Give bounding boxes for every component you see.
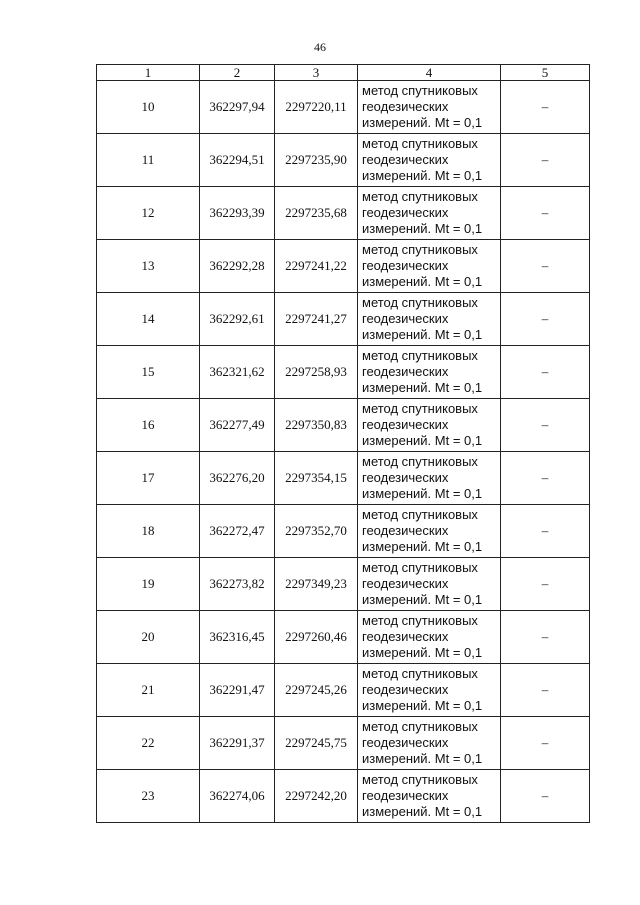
x-coordinate-cell: 362291,37 [200, 717, 275, 770]
x-coordinate-cell: 362297,94 [200, 81, 275, 134]
note-cell: – [501, 611, 590, 664]
method-line: метод спутниковых [362, 295, 478, 310]
method-line: метод спутниковых [362, 772, 478, 787]
column-header: 2 [200, 65, 275, 81]
method-line: геодезических [362, 576, 449, 591]
point-number-cell: 18 [97, 505, 200, 558]
method-cell [358, 717, 501, 770]
method-line: измерений. Mt = 0,1 [362, 751, 483, 766]
x-coordinate-cell: 362321,62 [200, 346, 275, 399]
note-cell: – [501, 134, 590, 187]
table-row [97, 399, 590, 452]
y-coordinate-cell: 2297242,20 [275, 770, 358, 823]
method-cell [358, 664, 501, 717]
method-cell [358, 134, 501, 187]
x-coordinate-cell: 362293,39 [200, 187, 275, 240]
table-row [97, 664, 590, 717]
method-line: геодезических [362, 735, 449, 750]
x-coordinate-cell: 362316,45 [200, 611, 275, 664]
x-coordinate-cell: 362292,28 [200, 240, 275, 293]
column-header: 5 [501, 65, 590, 81]
method-line: геодезических [362, 99, 449, 114]
x-coordinate-cell: 362291,47 [200, 664, 275, 717]
table-row [97, 293, 590, 346]
note-cell: – [501, 399, 590, 452]
method-line: геодезических [362, 523, 449, 538]
method-line: измерений. Mt = 0,1 [362, 221, 483, 236]
table-row [97, 558, 590, 611]
method-cell [358, 293, 501, 346]
method-line: геодезических [362, 417, 449, 432]
method-line: метод спутниковых [362, 454, 478, 469]
point-number-cell: 14 [97, 293, 200, 346]
method-line: геодезических [362, 364, 449, 379]
x-coordinate-cell: 362274,06 [200, 770, 275, 823]
method-line: геодезических [362, 682, 449, 697]
note-cell: – [501, 717, 590, 770]
note-cell: – [501, 452, 590, 505]
y-coordinate-cell: 2297352,70 [275, 505, 358, 558]
point-number-cell: 21 [97, 664, 200, 717]
column-header: 4 [358, 65, 501, 81]
method-line: метод спутниковых [362, 613, 478, 628]
method-cell [358, 346, 501, 399]
method-line: геодезических [362, 629, 449, 644]
point-number-cell: 13 [97, 240, 200, 293]
point-number-cell: 17 [97, 452, 200, 505]
page-number: 46 [314, 40, 326, 54]
point-number-cell: 20 [97, 611, 200, 664]
table-row [97, 770, 590, 823]
note-cell: – [501, 293, 590, 346]
method-line: измерений. Mt = 0,1 [362, 380, 483, 395]
point-number-cell: 16 [97, 399, 200, 452]
table-row [97, 452, 590, 505]
table-row [97, 611, 590, 664]
point-number-cell: 22 [97, 717, 200, 770]
x-coordinate-cell: 362272,47 [200, 505, 275, 558]
method-line: метод спутниковых [362, 507, 478, 522]
y-coordinate-cell: 2297241,22 [275, 240, 358, 293]
method-line: геодезических [362, 788, 449, 803]
y-coordinate-cell: 2297354,15 [275, 452, 358, 505]
table-body [97, 65, 590, 823]
method-cell [358, 770, 501, 823]
table-row [97, 346, 590, 399]
method-line: измерений. Mt = 0,1 [362, 115, 483, 130]
x-coordinate-cell: 362292,61 [200, 293, 275, 346]
note-cell: – [501, 770, 590, 823]
method-cell [358, 399, 501, 452]
y-coordinate-cell: 2297245,75 [275, 717, 358, 770]
note-cell: – [501, 81, 590, 134]
table-row [97, 134, 590, 187]
method-line: измерений. Mt = 0,1 [362, 433, 483, 448]
method-line: метод спутниковых [362, 401, 478, 416]
method-line: геодезических [362, 152, 449, 167]
method-line: геодезических [362, 205, 449, 220]
note-cell: – [501, 664, 590, 717]
method-line: метод спутниковых [362, 242, 478, 257]
x-coordinate-cell: 362294,51 [200, 134, 275, 187]
method-line: метод спутниковых [362, 83, 478, 98]
note-cell: – [501, 187, 590, 240]
point-number-cell: 19 [97, 558, 200, 611]
method-line: геодезических [362, 470, 449, 485]
y-coordinate-cell: 2297235,68 [275, 187, 358, 240]
method-cell [358, 558, 501, 611]
method-line: геодезических [362, 258, 449, 273]
method-line: измерений. Mt = 0,1 [362, 486, 483, 501]
table-row [97, 81, 590, 134]
method-line: измерений. Mt = 0,1 [362, 804, 483, 819]
x-coordinate-cell: 362273,82 [200, 558, 275, 611]
method-cell [358, 240, 501, 293]
method-cell [358, 452, 501, 505]
coordinates-table [96, 64, 590, 823]
point-number-cell: 11 [97, 134, 200, 187]
y-coordinate-cell: 2297350,83 [275, 399, 358, 452]
method-line: геодезических [362, 311, 449, 326]
method-line: измерений. Mt = 0,1 [362, 698, 483, 713]
method-line: метод спутниковых [362, 560, 478, 575]
method-cell [358, 187, 501, 240]
method-line: метод спутниковых [362, 189, 478, 204]
note-cell: – [501, 346, 590, 399]
point-number-cell: 12 [97, 187, 200, 240]
note-cell: – [501, 505, 590, 558]
method-line: измерений. Mt = 0,1 [362, 168, 483, 183]
method-cell [358, 611, 501, 664]
note-cell: – [501, 558, 590, 611]
point-number-cell: 23 [97, 770, 200, 823]
method-line: измерений. Mt = 0,1 [362, 645, 483, 660]
table-row [97, 505, 590, 558]
point-number-cell: 15 [97, 346, 200, 399]
table-row [97, 717, 590, 770]
y-coordinate-cell: 2297260,46 [275, 611, 358, 664]
method-line: метод спутниковых [362, 719, 478, 734]
method-line: измерений. Mt = 0,1 [362, 592, 483, 607]
x-coordinate-cell: 362276,20 [200, 452, 275, 505]
y-coordinate-cell: 2297220,11 [275, 81, 358, 134]
column-header: 3 [275, 65, 358, 81]
note-cell: – [501, 240, 590, 293]
table-header-row [97, 65, 590, 81]
y-coordinate-cell: 2297258,93 [275, 346, 358, 399]
method-line: метод спутниковых [362, 348, 478, 363]
method-line: метод спутниковых [362, 136, 478, 151]
method-line: метод спутниковых [362, 666, 478, 681]
method-line: измерений. Mt = 0,1 [362, 539, 483, 554]
method-cell [358, 81, 501, 134]
table-row [97, 187, 590, 240]
y-coordinate-cell: 2297245,26 [275, 664, 358, 717]
y-coordinate-cell: 2297349,23 [275, 558, 358, 611]
method-cell [358, 505, 501, 558]
point-number-cell: 10 [97, 81, 200, 134]
table-row [97, 240, 590, 293]
method-line: измерений. Mt = 0,1 [362, 327, 483, 342]
method-line: измерений. Mt = 0,1 [362, 274, 483, 289]
column-header: 1 [97, 65, 200, 81]
y-coordinate-cell: 2297235,90 [275, 134, 358, 187]
y-coordinate-cell: 2297241,27 [275, 293, 358, 346]
x-coordinate-cell: 362277,49 [200, 399, 275, 452]
